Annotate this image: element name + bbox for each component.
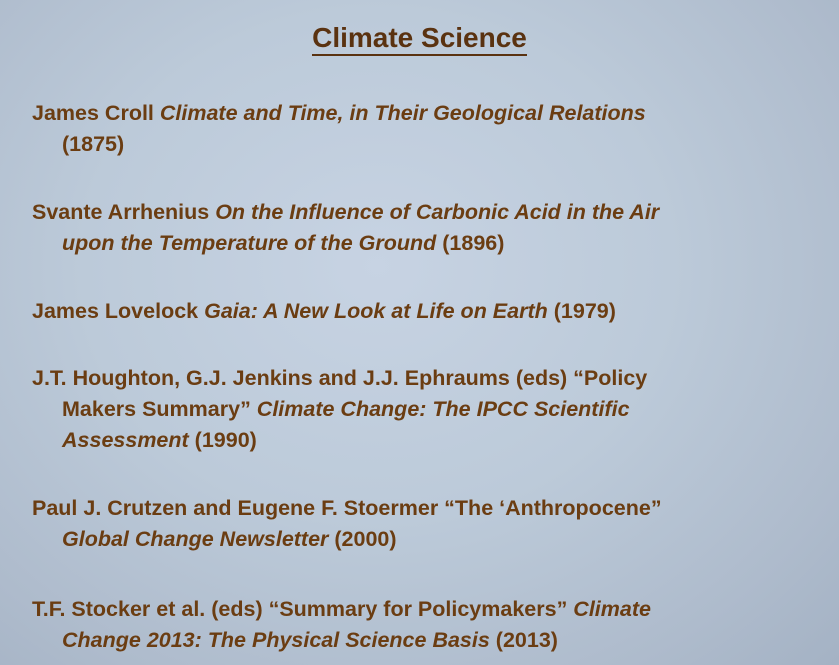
reference-line <box>32 425 822 456</box>
reference-crutzen <box>32 493 822 555</box>
reference-line <box>32 524 822 555</box>
reference-author: J.T. Houghton, G.J. Jenkins and J.J. Ephraums (eds) “Policy <box>32 366 648 390</box>
reference-year: (2013) <box>489 628 558 652</box>
reference-houghton <box>32 363 822 456</box>
reference-chapter: Makers Summary” <box>62 397 257 421</box>
reference-line <box>32 197 822 228</box>
reference-title: Gaia: A New Look at Life on Earth <box>204 299 548 323</box>
reference-author: James Croll <box>32 101 160 125</box>
reference-title-cont: Assessment <box>62 428 189 452</box>
reference-arrhenius <box>32 197 822 259</box>
slide-title <box>0 22 839 54</box>
reference-line <box>32 296 822 327</box>
reference-author: James Lovelock <box>32 299 205 323</box>
reference-title-cont: upon the Temperature of the Ground <box>62 231 437 255</box>
reference-author: Svante Arrhenius <box>32 200 216 224</box>
reference-year: (1875) <box>62 132 125 156</box>
slide-title-text: Climate Science <box>312 22 527 56</box>
reference-line <box>32 228 822 259</box>
reference-year: (1990) <box>188 428 257 452</box>
reference-title: Global Change Newsletter <box>62 527 329 551</box>
reference-author: Paul J. Crutzen and Eugene F. Stoermer “The ‘Anthropocene” <box>32 496 662 520</box>
reference-year: (2000) <box>328 527 397 551</box>
reference-line <box>32 625 822 656</box>
reference-line <box>32 363 822 394</box>
reference-croll <box>32 98 822 160</box>
reference-author: T.F. Stocker et al. (eds) “Summary for Policymakers” <box>32 597 574 621</box>
reference-lovelock <box>32 296 822 327</box>
reference-line <box>32 493 822 524</box>
reference-year: (1979) <box>547 299 616 323</box>
reference-stocker <box>32 594 822 656</box>
reference-line <box>32 394 822 425</box>
reference-title: On the Influence of Carbonic Acid in the Air <box>215 200 660 224</box>
reference-line <box>32 98 822 129</box>
reference-line <box>32 594 822 625</box>
reference-title: Climate Change: The IPCC Scientific <box>256 397 630 421</box>
reference-title: Climate and Time, in Their Geological Relations <box>159 101 646 125</box>
reference-title: Climate <box>573 597 651 621</box>
reference-title-cont: Change 2013: The Physical Science Basis <box>62 628 490 652</box>
reference-year: (1896) <box>436 231 505 255</box>
reference-line <box>32 129 822 160</box>
